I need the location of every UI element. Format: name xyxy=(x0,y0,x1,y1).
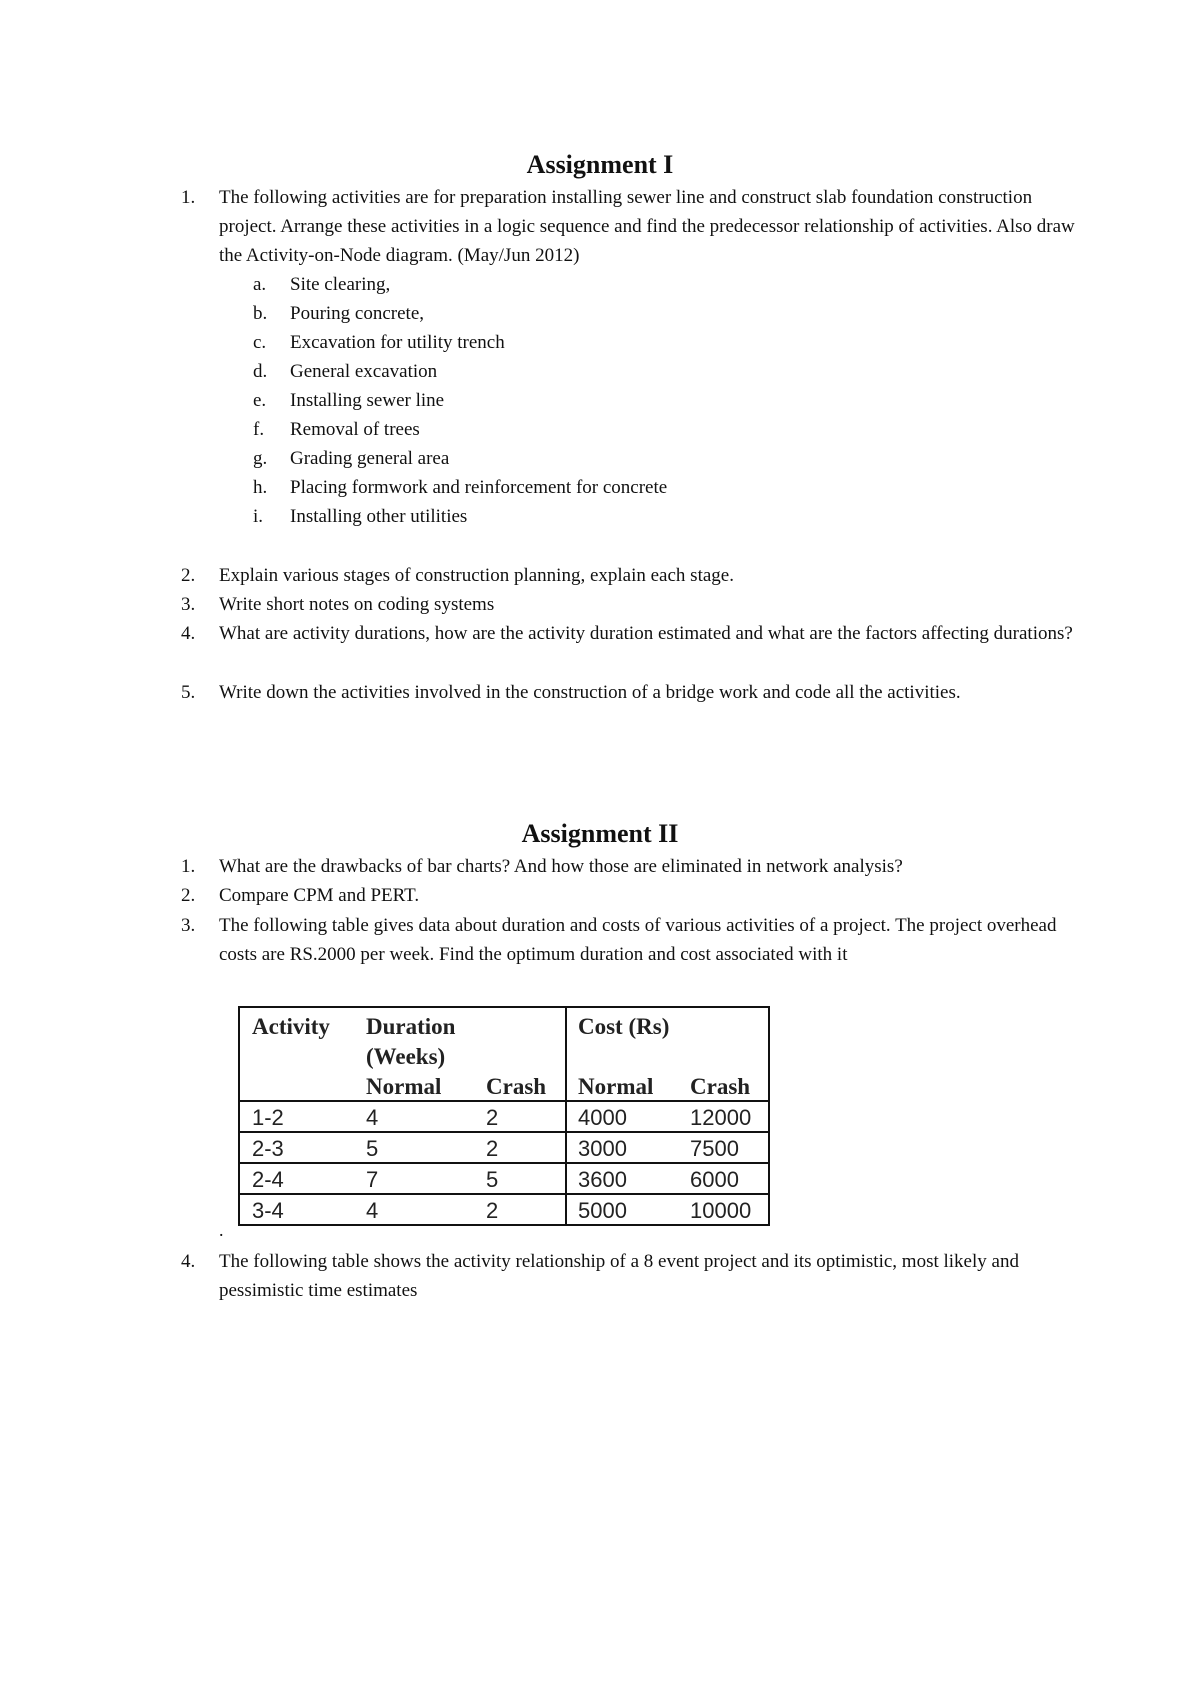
assignment-1-question-4 xyxy=(181,619,1081,648)
table-divider xyxy=(565,1008,567,1224)
activity-cost-table xyxy=(238,1006,770,1226)
activity-item-b xyxy=(253,299,953,328)
activity-item-f xyxy=(253,415,953,444)
activity-text: Removal of trees xyxy=(290,419,420,440)
table-cell-activity: 2-3 xyxy=(252,1136,284,1161)
question-number: 2. xyxy=(181,565,196,586)
activity-letter: a. xyxy=(253,274,267,295)
table-divider xyxy=(240,1100,768,1102)
assignment-2-question-4 xyxy=(181,1247,1081,1305)
header-activity: Activity xyxy=(252,1014,330,1039)
header-duration-normal: Normal xyxy=(366,1074,442,1099)
question-number: 1. xyxy=(181,856,196,877)
assignment-1-title: Assignment I xyxy=(526,150,674,179)
table-cell-activity: 3-4 xyxy=(252,1198,284,1223)
activity-letter: i. xyxy=(253,506,264,527)
question-text: The following activities are for preparation installing sewer line and construct slab foundation construction project. Arrange these activities in a logic sequence and find the predecessor relationship of activities. Also draw the Activity-on-Node diagram. (May/Jun 2012) xyxy=(219,187,1075,266)
question-text: The following table gives data about duration and costs of various activities of a project. The project overhead costs are RS.2000 per week. Find the optimum duration and cost associated with it xyxy=(219,915,1057,965)
question-text: Explain various stages of construction planning, explain each stage. xyxy=(219,565,734,586)
question-text: Compare CPM and PERT. xyxy=(219,885,420,906)
table-cell-crash: 2 xyxy=(486,1105,499,1130)
question-text: Write short notes on coding systems xyxy=(219,594,495,615)
activity-text: Pouring concrete, xyxy=(290,303,425,324)
header-duration-crash: Crash xyxy=(486,1074,547,1099)
table-cell-normal: 4 xyxy=(366,1198,379,1223)
assignment-1-question-2 xyxy=(181,561,1081,590)
assignment-2-question-3 xyxy=(181,911,1081,969)
activity-text: Installing sewer line xyxy=(290,390,445,411)
activity-item-a xyxy=(253,270,953,299)
header-cost-crash: Crash xyxy=(690,1074,751,1099)
activity-text: Grading general area xyxy=(290,448,450,469)
table-cell-cost-crash: 7500 xyxy=(690,1136,739,1161)
table-cell-cost-normal: 5000 xyxy=(578,1198,627,1223)
activity-item-i xyxy=(253,502,953,531)
activity-item-g xyxy=(253,444,953,473)
table-cell-cost-normal: 3000 xyxy=(578,1136,627,1161)
activity-item-d xyxy=(253,357,953,386)
question-text: What are the drawbacks of bar charts? And how those are eliminated in network analysis? xyxy=(219,856,903,877)
table-divider xyxy=(240,1131,768,1133)
table-cell-cost-crash: 6000 xyxy=(690,1167,739,1192)
table-divider xyxy=(240,1162,768,1164)
activity-letter: d. xyxy=(253,361,268,382)
table-cell-normal: 4 xyxy=(366,1105,379,1130)
table-cell-cost-crash: 10000 xyxy=(690,1198,752,1223)
table-cell-crash: 2 xyxy=(486,1198,499,1223)
activity-text: General excavation xyxy=(290,361,438,382)
table-divider xyxy=(240,1193,768,1195)
table-cell-normal: 7 xyxy=(366,1167,379,1192)
question-number: 4. xyxy=(181,1251,196,1272)
table-cell-activity: 2-4 xyxy=(252,1167,284,1192)
activity-letter: e. xyxy=(253,390,267,411)
assignment-2-question-1 xyxy=(181,852,1081,881)
activity-text: Excavation for utility trench xyxy=(290,332,505,353)
table-cell-crash: 2 xyxy=(486,1136,499,1161)
activity-item-c xyxy=(253,328,953,357)
table-cell-cost-normal: 4000 xyxy=(578,1105,627,1130)
question-text: Write down the activities involved in the construction of a bridge work and code all the activities. xyxy=(219,682,961,703)
question-number: 2. xyxy=(181,885,196,906)
header-weeks: (Weeks) xyxy=(366,1044,446,1069)
assignment-2-title: Assignment II xyxy=(521,819,679,848)
activity-item-h xyxy=(253,473,953,502)
assignment-2-question-2 xyxy=(181,881,1081,910)
assignment-1-question-1 xyxy=(181,183,1081,270)
stray-period: . xyxy=(219,1220,224,1240)
header-cost-normal: Normal xyxy=(578,1074,654,1099)
activity-letter: g. xyxy=(253,448,268,469)
question-number: 5. xyxy=(181,682,196,703)
question-number: 3. xyxy=(181,594,196,615)
assignment-1-question-3 xyxy=(181,590,1081,619)
activity-item-e xyxy=(253,386,953,415)
table-cell-crash: 5 xyxy=(486,1167,499,1192)
table-cell-cost-crash: 12000 xyxy=(690,1105,752,1130)
question-text: The following table shows the activity relationship of a 8 event project and its optimistic, most likely and pessimistic time estimates xyxy=(219,1251,1019,1301)
table-cell-normal: 5 xyxy=(366,1136,379,1161)
header-duration: Duration xyxy=(366,1014,456,1039)
activity-text: Site clearing, xyxy=(290,274,391,295)
activity-letter: c. xyxy=(253,332,267,353)
activity-text: Installing other utilities xyxy=(290,506,468,527)
question-text: What are activity durations, how are the activity duration estimated and what are the factors affecting durations? xyxy=(219,623,1073,644)
table-cell-activity: 1-2 xyxy=(252,1105,284,1130)
question-number: 1. xyxy=(181,187,196,208)
table-cell-cost-normal: 3600 xyxy=(578,1167,627,1192)
header-cost: Cost (Rs) xyxy=(578,1014,670,1039)
activity-letter: f. xyxy=(253,419,265,440)
assignment-1-question-5 xyxy=(181,678,1081,707)
activity-letter: h. xyxy=(253,477,268,498)
question-number: 4. xyxy=(181,623,196,644)
activity-text: Placing formwork and reinforcement for concrete xyxy=(290,477,668,498)
activity-letter: b. xyxy=(253,303,268,324)
question-number: 3. xyxy=(181,915,196,936)
